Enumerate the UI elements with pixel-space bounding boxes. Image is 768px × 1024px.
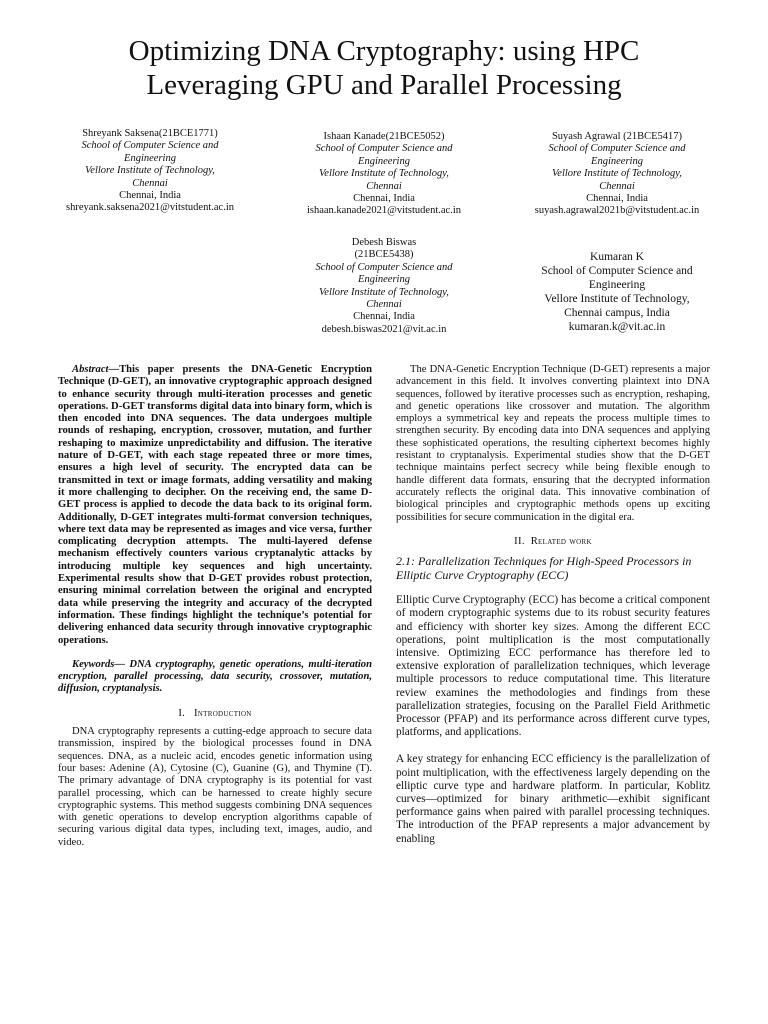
author-location: Chennai campus, India [564,307,670,319]
author-department-cont: Engineering [358,274,410,286]
abstract [58,364,372,647]
abstract-text: —This paper presents the DNA-Genetic Encryption Technique (D-GET), an innovative cryptographic approach designed to enhance security through multi-iteration processes and genetic operations. D-GET transforms digital data into binary form, which is then encoded into DNA sequences. The data undergoes multiple rounds of reshaping, encryption, crossover, mutation, and further reshaping to maximize unpredictability and diffusion. The iterative nature of D-GET, with each stage repeated three or more times, ensures a high level of security. The encrypted data can be transmitted in text or image formats, adding versatility and making it more challenging to decipher. On the receiving end, the same D-GET process is applied to decode the data back to its original form. Additionally, D-GET integrates multi-format conversion techniques, where text data may be represented as images and vice versa, further complicating decryption attempts. The multi-layered defense mechanism effectively counters various cryptanalytic attacks by introducing multiple key sequences and high uncertainty. Experimental results show that D-GET provides robust protection, ensuring minimal correlation between the original and encrypted data while preserving the integrity and accuracy of the decrypted information. These findings highlight the technique’s potential for delivering enhanced data security through innovative cryptographic operations. [58,364,372,646]
title-line-2: Leveraging GPU and Parallel Processing [146,69,622,101]
abstract-label: Abstract [72,364,109,375]
author-department-cont: Engineering [358,155,410,167]
intro-paragraph-2: The DNA-Genetic Encryption Technique (D-GET) represents a major advancement in this field. It involves converting plaintext into DNA sequences, followed by iterative processes such as encryption, reshaping, and genetic operations like crossover and mutation. The algorithm employs a symmetrical key and repeats the process multiple times to strengthen security. By encoding data into DNA sequences and applying these sophisticated operations, the resulting ciphertext becomes highly resistant to cryptanalysis. Experimental studies show that the D-GET technique maintains perfect secrecy while being flexible enough to handle different data formats, ensuring that the decrypted information accurately reflects the original data. This innovative combination of biological principles and cryptographic methods opens up exciting possibilities for secure communication in the digital era. [396,364,710,523]
author-department-cont: Engineering [591,155,643,167]
author-name: Suyash Agrawal (21BCE5417) [551,131,683,142]
paper-title [40,34,728,102]
author-institution-cont: Chennai [366,299,402,311]
author-department: School of Computer Science and [548,143,686,155]
author-email: suyash.agrawal2021b@vitstudent.ac.in [534,205,700,217]
author-institution-cont: Chennai [599,180,635,192]
author-location: Chennai, India [353,311,415,323]
section-title: Related work [530,535,592,547]
author-email: shreyank.saksena2021@vitstudent.ac.in [65,202,234,214]
author-department-cont: Engineering [588,279,646,291]
keywords-text: — DNA cryptography, genetic operations, multi-iteration encryption, parallel processing, data security, crossover, mutation, diffusion, cryptanalysis. [58,658,372,695]
title-line-1: Optimizing DNA Cryptography: using HPC [128,35,640,67]
related-paragraph-2: A key strategy for enhancing ECC efficiency is the parallelization of point multiplication, with the effectiveness largely depending on the elliptic curve type and hardware platform. In particular, Koblitz curves—optimized for binary arithmetic—exhibit significant performance gains when paired with parallel processing techniques. The introduction of the PFAP represents a major advancement by enabling [396,753,710,845]
author-location: Chennai, India [119,190,181,202]
section-title: Introduction [193,707,252,719]
author-department: School of Computer Science and [81,140,219,152]
related-paragraph-1: Elliptic Curve Cryptography (ECC) has become a critical component of modern cryptographic systems due to its robust security features and efficiency with shorter key sizes. Among the different ECC operations, point multiplication is the most computationally intensive. Optimizing ECC performance has therefore led to extensive exploration of parallelization techniques, which leverage multiple processors to reduce computational time. This literature review examines the methodologies and findings from these parallelization strategies, focusing on the Parallel Field Arithmetic Processor (PFAP) and its performance across different curve types, platforms, and applications. [396,594,710,739]
author-location: Chennai, India [353,193,415,205]
author-department: School of Computer Science and [315,143,453,155]
author-email: kumaran.k@vit.ac.in [568,321,666,333]
author-institution: Vellore Institute of Technology, [552,168,682,180]
author-name: Ishaan Kanade(21BCE5052) [323,131,445,142]
author-block-5 [507,250,727,334]
author-block-3 [507,131,727,218]
author-email: debesh.biswas2021@vit.ac.in [321,323,447,335]
author-block-4 [274,237,494,336]
author-department: School of Computer Science and [541,265,693,277]
left-column [58,364,372,849]
section-number: II. [514,535,525,547]
author-email: ishaan.kanade2021@vitstudent.ac.in [306,205,461,217]
subsection-heading: 2.1: Parallelization Techniques for High-Speed Processors in Elliptic Curve Cryptography (ECC) [396,554,692,583]
author-name: Shreyank Saksena(21BCE1771) [82,128,218,139]
author-id: (21BCE5438) [354,249,414,261]
author-institution: Vellore Institute of Technology, [544,293,690,305]
keywords-label: Keywords [72,658,115,670]
keywords [58,659,372,696]
author-name: Debesh Biswas [351,237,417,248]
author-location: Chennai, India [586,193,648,205]
author-department-cont: Engineering [124,152,176,164]
author-department: School of Computer Science and [315,261,453,273]
author-name: Kumaran K [590,251,644,263]
section-number: I. [178,707,186,719]
author-institution-cont: Chennai [366,180,402,192]
author-institution: Vellore Institute of Technology, [319,168,449,180]
author-block-1 [40,128,260,215]
author-institution: Vellore Institute of Technology, [85,165,215,177]
intro-paragraph-1: DNA cryptography represents a cutting-edge approach to secure data transmission, inspired by the biological processes found in DNA sequences. DNA, as a nucleic acid, encodes genetic information using four bases: Adenine (A), Cytosine (C), Guanine (G), and Thymine (T). The primary advantage of DNA cryptography is its potential for vast parallel processing, which can be harnessed to create highly secure cryptographic systems. This method suggests combining DNA sequences with genetic operations to develop encryption algorithms capable of securing various digital data types, including text, images, audio, and video. [58,726,372,848]
author-institution: Vellore Institute of Technology, [319,286,449,298]
right-column [396,364,710,860]
section-heading-related-work [396,536,710,548]
author-institution-cont: Chennai [132,177,168,189]
author-block-2 [274,131,494,218]
section-heading-introduction [58,708,372,720]
